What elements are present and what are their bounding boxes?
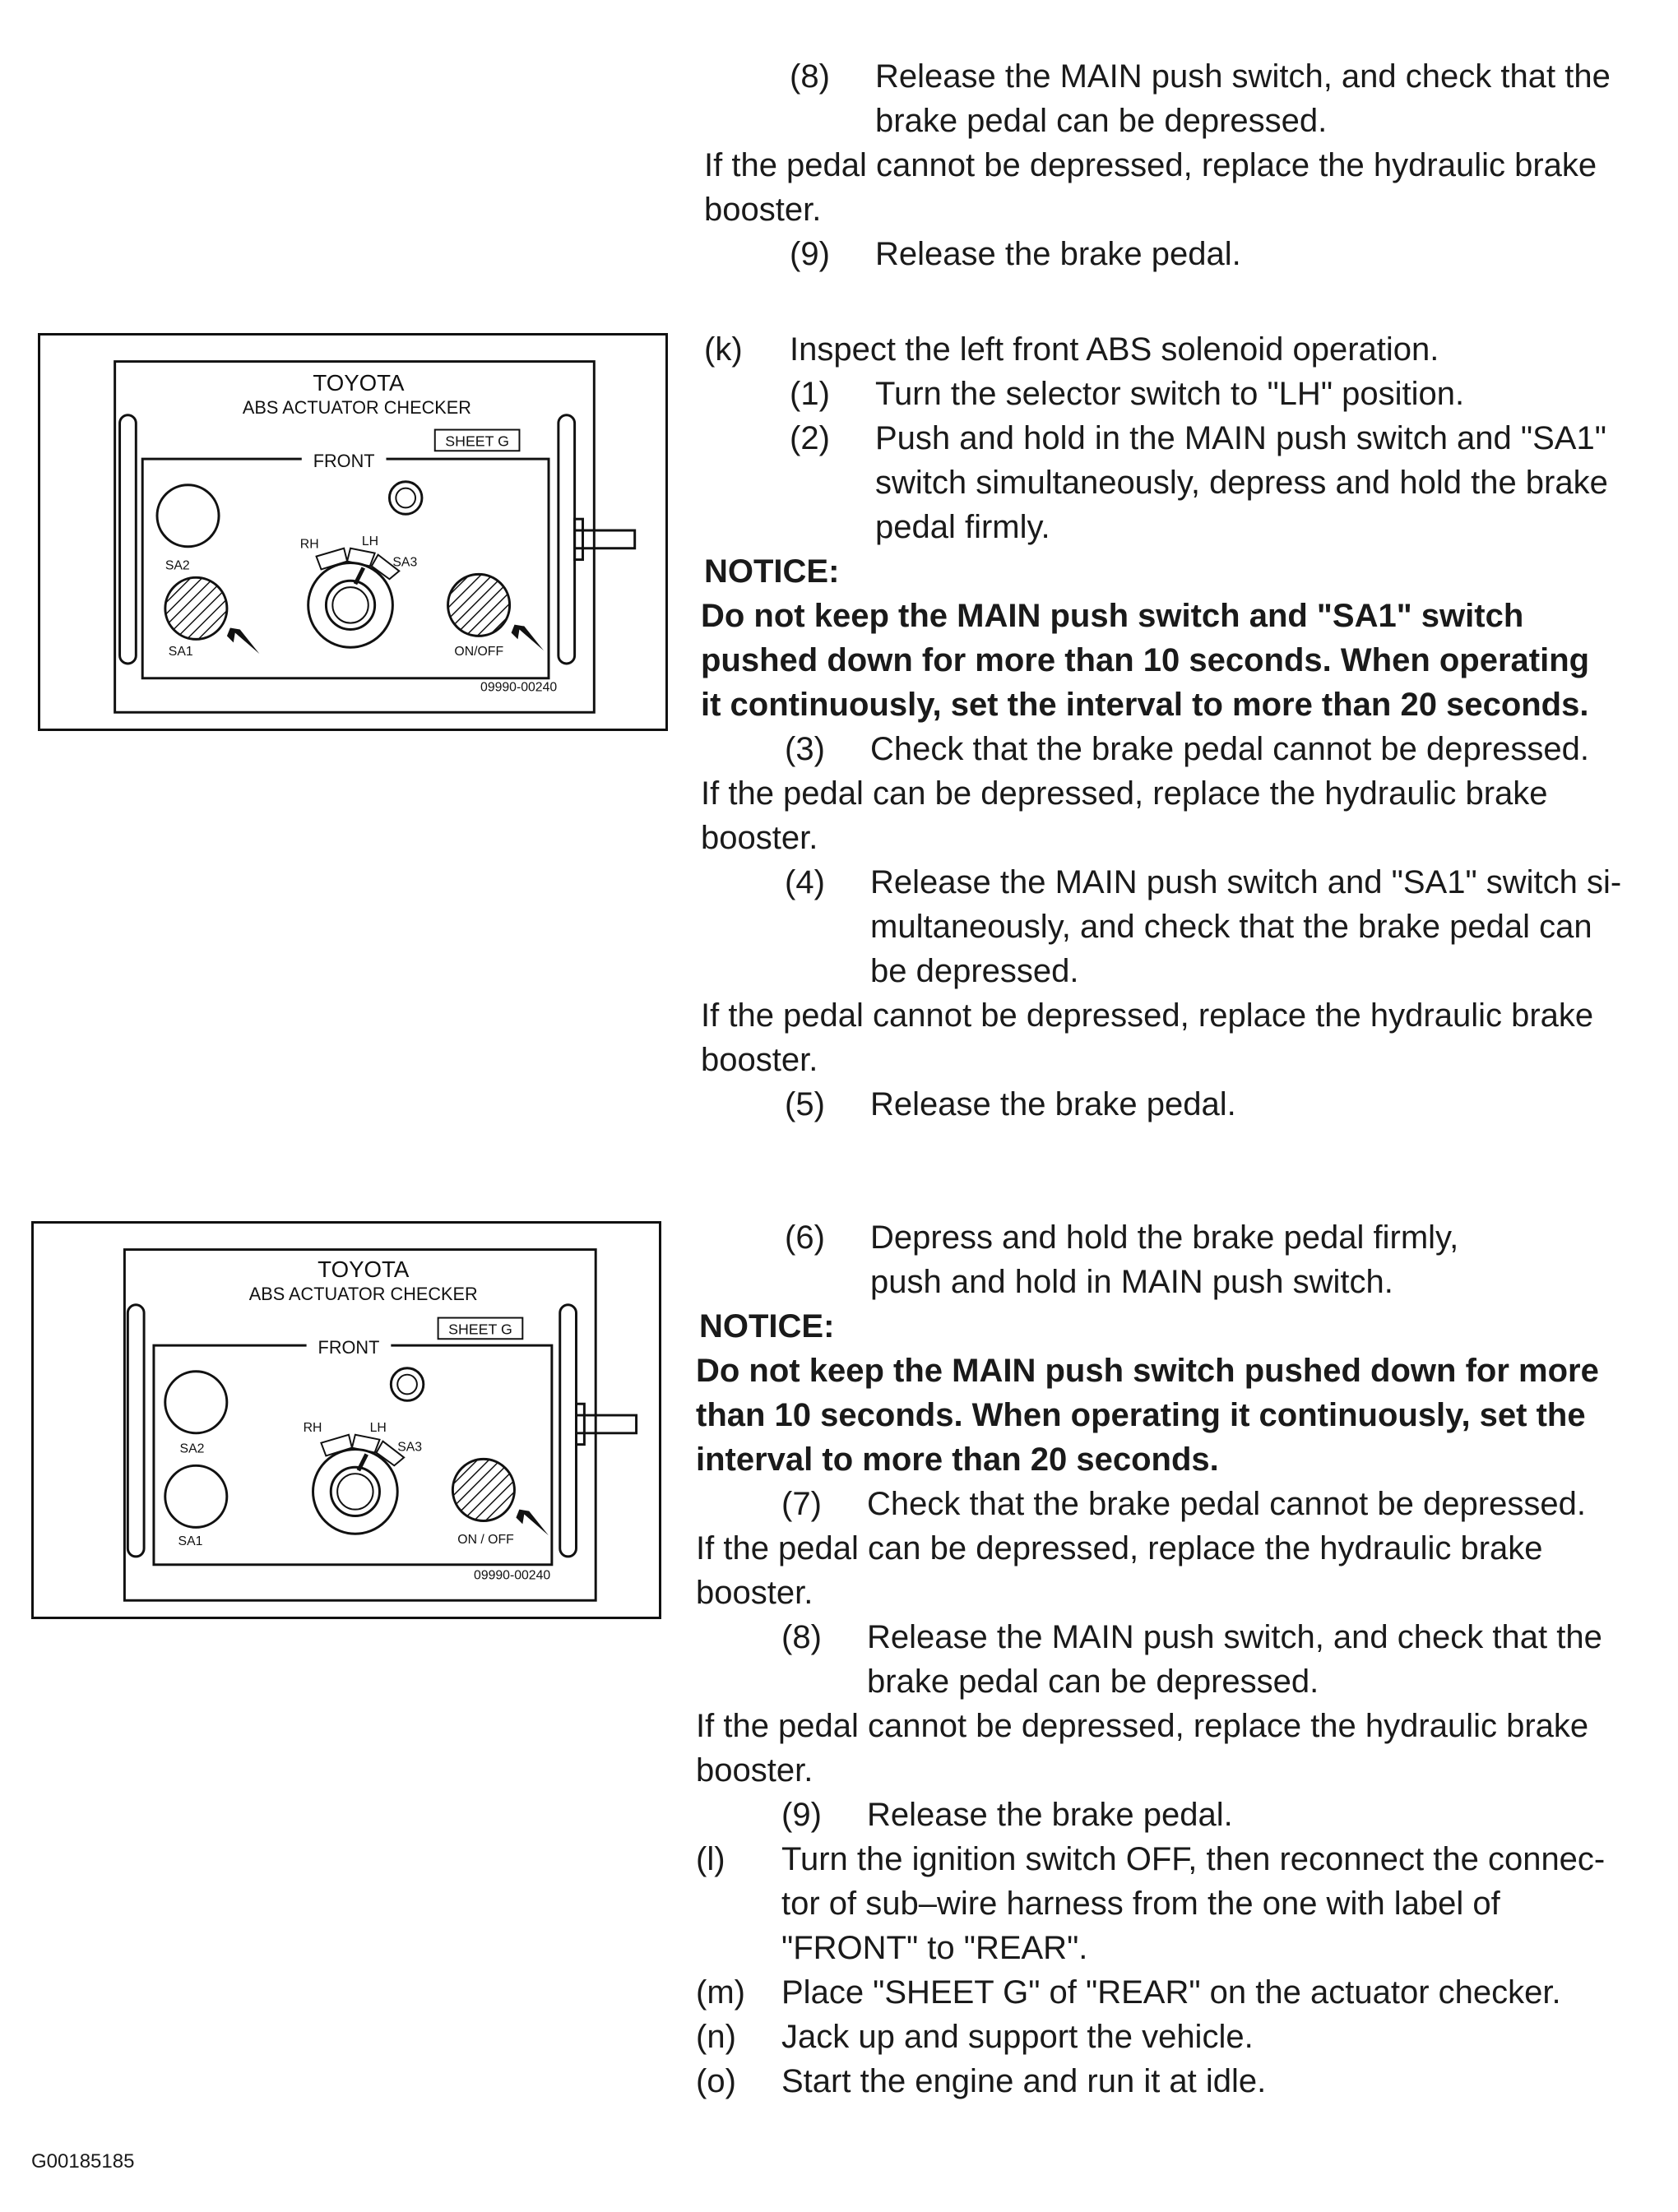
step-number: (9) <box>781 1797 822 1833</box>
checker-title: TOYOTA <box>318 1256 410 1283</box>
right-grip <box>559 415 575 664</box>
note-text: If the pedal cannot be depressed, replace the hydraulic brake <box>701 997 1594 1034</box>
step-text: Release the MAIN push switch, and check that the <box>867 1619 1602 1655</box>
step-text: pedal firmly. <box>875 509 1050 545</box>
onoff-button <box>452 1459 514 1520</box>
step-number: (8) <box>790 58 830 95</box>
notice-text: Do not keep the MAIN push switch and "SA1" switch <box>701 598 1524 634</box>
sa3-label: SA3 <box>392 555 418 570</box>
notice-text: interval to more than 20 seconds. <box>696 1442 1219 1478</box>
step-text: push and hold in MAIN push switch. <box>870 1264 1393 1300</box>
notice-text: than 10 seconds. When operating it continuously, set the <box>696 1397 1586 1433</box>
note-text: booster. <box>696 1575 814 1611</box>
note-text: If the pedal cannot be depressed, replace the hydraulic brake <box>696 1708 1589 1744</box>
selector-dial <box>308 563 393 648</box>
lh-label: LH <box>361 534 379 548</box>
step-text: Release the MAIN push switch and "SA1" switch si- <box>870 864 1622 900</box>
main-switch <box>389 482 422 515</box>
sheet-label: SHEET G <box>445 433 509 450</box>
main-switch <box>391 1368 424 1401</box>
sa2-button <box>157 485 219 547</box>
step-text: Inspect the left front ABS solenoid operation. <box>790 331 1439 368</box>
sa1-label: SA1 <box>168 645 193 659</box>
selector-dial <box>313 1450 398 1534</box>
arrow-onoff <box>516 1510 549 1536</box>
step-number: (7) <box>781 1486 822 1522</box>
abs-checker-drawing-2 <box>34 1224 659 1617</box>
step-text: Check that the brake pedal cannot be depressed. <box>867 1486 1586 1522</box>
abs-checker-drawing-1 <box>40 336 665 729</box>
rh-label: RH <box>303 1420 322 1435</box>
note-text: booster. <box>701 820 818 856</box>
front-label: FRONT <box>318 1337 380 1358</box>
step-text: Depress and hold the brake pedal firmly, <box>870 1219 1459 1256</box>
left-grip <box>120 415 137 664</box>
step-text: Push and hold in the MAIN push switch and "SA1" <box>875 420 1606 456</box>
left-grip <box>127 1305 144 1557</box>
step-text: Place "SHEET G" of "REAR" on the actuator checker. <box>781 1974 1561 2011</box>
step-label: (o) <box>696 2063 736 2099</box>
step-text: Release the brake pedal. <box>870 1086 1236 1122</box>
onoff-label: ON/OFF <box>454 645 504 659</box>
step-number: (6) <box>785 1219 825 1256</box>
step-text: switch simultaneously, depress and hold the brake <box>875 465 1608 501</box>
right-grip <box>560 1305 577 1557</box>
step-text: brake pedal can be depressed. <box>867 1664 1319 1700</box>
step-text: Turn the ignition switch OFF, then reconnect the connec- <box>781 1841 1606 1877</box>
step-number: (1) <box>790 376 830 412</box>
step-label: (n) <box>696 2019 736 2055</box>
rh-label: RH <box>299 537 319 552</box>
note-text: If the pedal can be depressed, replace the hydraulic brake <box>701 775 1548 812</box>
step-number: (2) <box>790 420 830 456</box>
step-text: Release the brake pedal. <box>867 1797 1233 1833</box>
step-text: brake pedal can be depressed. <box>875 103 1328 139</box>
step-label: (m) <box>696 1974 745 2011</box>
figure-code: G00185185 <box>31 2150 135 2173</box>
abs-checker-figure-2 <box>31 1221 661 1619</box>
step-text: Start the engine and run it at idle. <box>781 2063 1267 2099</box>
step-text: Release the brake pedal. <box>875 236 1241 272</box>
notice-text: pushed down for more than 10 seconds. When operating <box>701 642 1590 678</box>
sa2-label: SA2 <box>165 558 190 573</box>
front-label: FRONT <box>313 450 375 471</box>
onoff-label: ON / OFF <box>457 1533 514 1548</box>
checker-subtitle: ABS ACTUATOR CHECKER <box>248 1283 478 1304</box>
step-number: (5) <box>785 1086 825 1122</box>
notice-label: NOTICE: <box>699 1308 835 1344</box>
step-number: (3) <box>785 731 825 767</box>
step-text: "FRONT" to "REAR". <box>781 1930 1088 1966</box>
sa2-button <box>165 1372 227 1433</box>
step-text: Jack up and support the vehicle. <box>781 2019 1254 2055</box>
step-number: (8) <box>781 1619 822 1655</box>
arrow-sa1 <box>227 628 260 655</box>
sa3-label: SA3 <box>397 1440 423 1455</box>
note-text: booster. <box>701 1042 818 1078</box>
step-text: multaneously, and check that the brake pedal can <box>870 909 1592 945</box>
note-text: booster. <box>696 1752 814 1789</box>
step-number: (4) <box>785 864 825 900</box>
sa1-button <box>165 1465 227 1527</box>
step-label: (l) <box>696 1841 725 1877</box>
note-text: If the pedal can be depressed, replace the hydraulic brake <box>696 1530 1543 1566</box>
step-text: Check that the brake pedal cannot be depressed. <box>870 731 1589 767</box>
step-text: Turn the selector switch to "LH" position. <box>875 376 1465 412</box>
sa1-label: SA1 <box>178 1534 203 1549</box>
lh-label: LH <box>369 1420 387 1435</box>
sa1-button <box>165 577 227 639</box>
note-text: booster. <box>704 192 822 228</box>
step-number: (9) <box>790 236 830 272</box>
step-label: (k) <box>704 331 743 368</box>
checker-title: TOYOTA <box>313 370 405 396</box>
notice-label: NOTICE: <box>704 553 840 590</box>
part-number: 09990-00240 <box>474 1568 551 1583</box>
note-text: If the pedal cannot be depressed, replace the hydraulic brake <box>704 147 1597 183</box>
sa2-label: SA2 <box>179 1442 205 1456</box>
arrow-onoff <box>512 625 545 651</box>
notice-text: it continuously, set the interval to more than 20 seconds. <box>701 687 1589 723</box>
step-text: be depressed. <box>870 953 1079 989</box>
sheet-label: SHEET G <box>448 1321 512 1338</box>
step-text: tor of sub–wire harness from the one with label of <box>781 1886 1500 1922</box>
notice-text: Do not keep the MAIN push switch pushed down for more <box>696 1353 1599 1389</box>
checker-subtitle: ABS ACTUATOR CHECKER <box>242 396 471 418</box>
part-number: 09990-00240 <box>480 680 558 695</box>
abs-checker-figure-1 <box>38 333 668 731</box>
step-text: Release the MAIN push switch, and check that the <box>875 58 1611 95</box>
onoff-button <box>448 574 510 636</box>
